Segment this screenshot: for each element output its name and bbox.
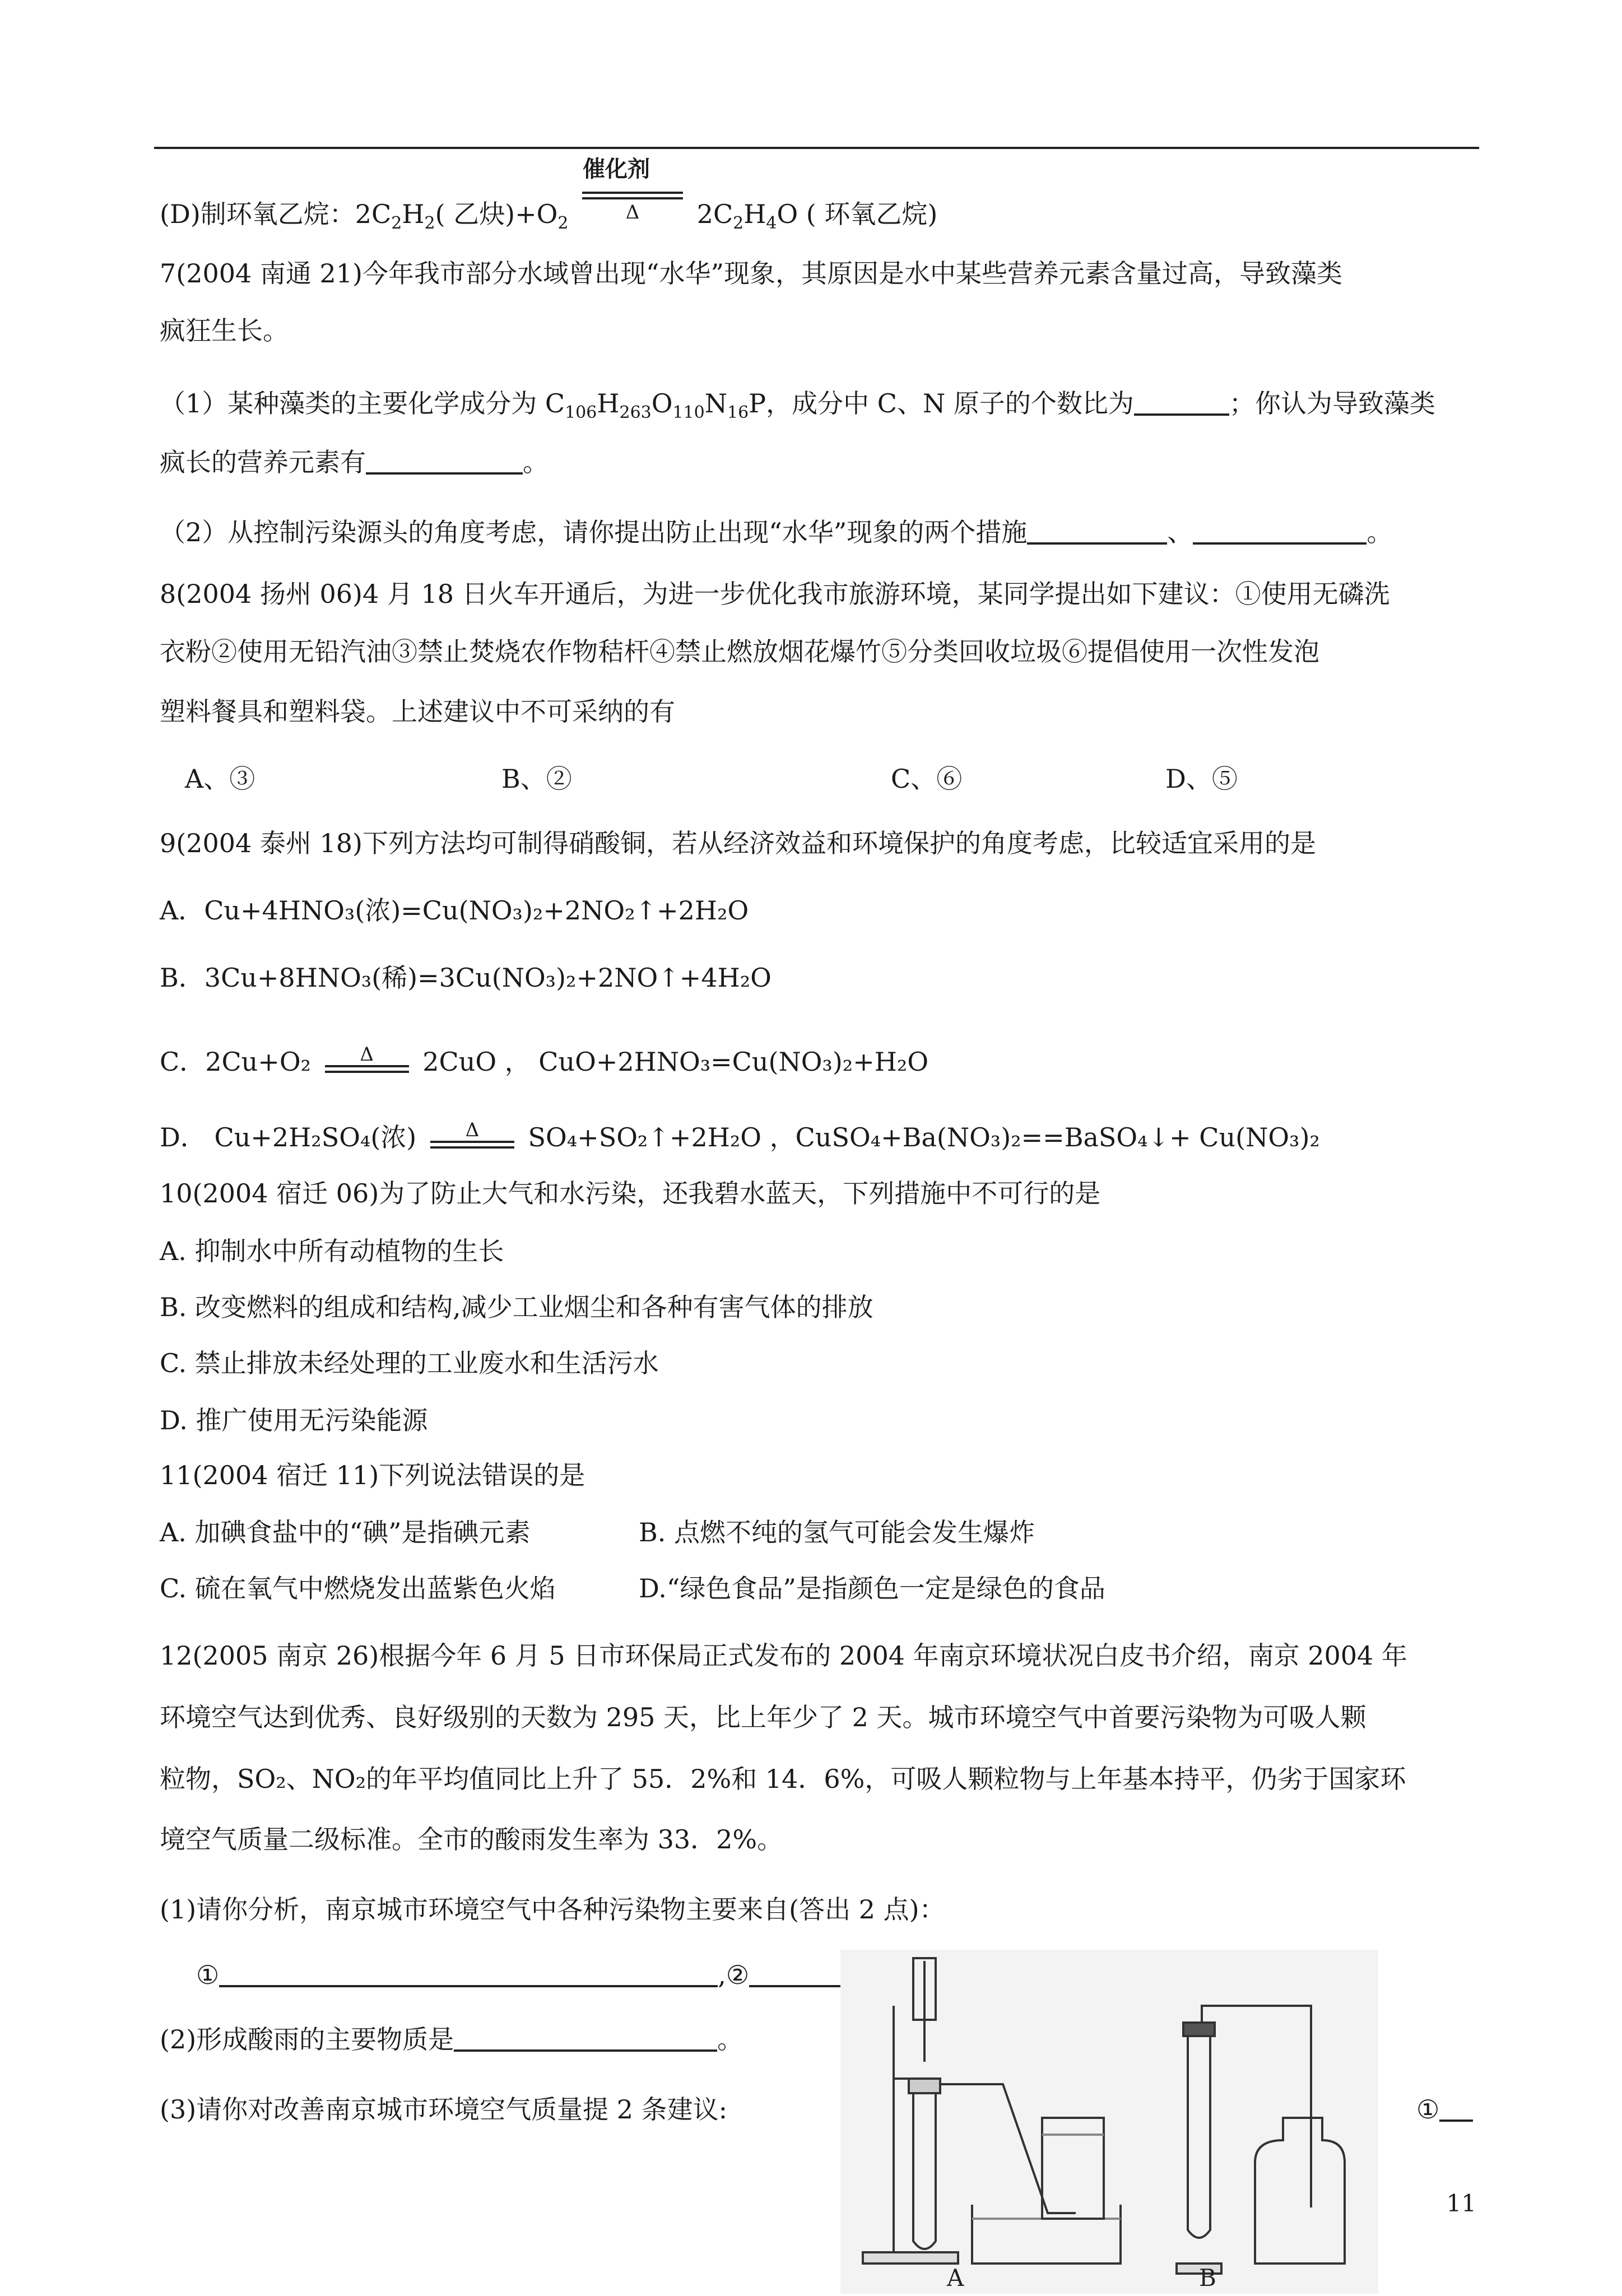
q11-option-d[interactable]: D.“绿色食品”是指颜色一定是绿色的食品 — [639, 1573, 1105, 1604]
q10-option-c[interactable]: C. 禁止排放未经处理的工业废水和生活污水 — [160, 1348, 659, 1378]
label-b: B — [1199, 2264, 1216, 2292]
q10-option-a[interactable]: A. 抑制水中所有动植物的生长 — [160, 1236, 504, 1266]
q7-stem-2: 疯狂生长。 — [160, 315, 289, 346]
q6d-sub: 2 — [557, 213, 569, 233]
header-rule — [154, 147, 1479, 149]
answer-blank[interactable] — [1193, 518, 1367, 545]
q9-option-b[interactable]: B．3Cu+8HNO₃(稀)=3Cu(NO₃)₂+2NO↑+4H₂O — [160, 963, 772, 993]
q8-stem-1: 8(2004 扬州 06)4 月 18 日火车开通后，为进一步优化我市旅游环境，某同学提出如下建议：①使用无磷洗 — [160, 579, 1390, 609]
q10-option-b[interactable]: B. 改变燃料的组成和结构,减少工业烟尘和各种有害气体的排放 — [160, 1292, 873, 1322]
q7-p2-text: 、 — [1167, 517, 1193, 547]
q7-p1-text: N — [704, 388, 727, 419]
q12-part2 — [160, 2023, 743, 2056]
q7-stem-1: 7(2004 南通 21)今年我市部分水域曾出现“水华”现象，其原因是水中某些营养元素含量过高，导致藻类 — [160, 258, 1343, 289]
q12-p2-text: 。 — [717, 2024, 743, 2055]
q7-p1-text: （1）某种藻类的主要化学成分为 C — [160, 388, 565, 419]
reaction-arrow-heat — [430, 1119, 514, 1156]
q9-option-a[interactable]: A．Cu+4HNO₃(浓)=Cu(NO₃)₂+2NO₂↑+2H₂O — [160, 895, 749, 926]
q12-part1: (1)请你分析，南京城市环境空气中各种污染物主要来自(答出 2 点)： — [160, 1894, 945, 1925]
apparatus-drawing — [840, 1950, 1378, 2294]
answer-blank[interactable] — [1439, 2095, 1473, 2122]
q6d-rhs: 2C — [696, 199, 733, 229]
test-tube-b — [1188, 2034, 1210, 2238]
q7-p1-text: ；你认为导致藻类 — [1229, 388, 1435, 419]
q6d-sub: 2 — [733, 213, 744, 233]
reaction-arrow-catalyst — [582, 199, 683, 233]
q9-c-rhs: 2CuO ， CuO+2HNO₃=Cu(NO₃)₂+H₂O — [422, 1047, 929, 1077]
q12-p2-text: (2)形成酸雨的主要物质是 — [160, 2024, 454, 2055]
q8-option-b[interactable]: B、② — [501, 764, 572, 794]
q9-d-lhs: D． Cu+2H₂SO₄(浓) — [160, 1122, 417, 1152]
test-tube-a — [913, 2090, 936, 2249]
q9-d-rhs: SO₄+SO₂↑+2H₂O ，CuSO₄+Ba(NO₃)₂==BaSO₄↓+ Cu(NO₃)₂ — [528, 1122, 1320, 1152]
delivery-tube-b — [1202, 2006, 1311, 2207]
circled-one: ① — [1416, 2094, 1440, 2125]
q7-part1-line2 — [160, 445, 549, 479]
q6d-rhs2: H — [743, 199, 766, 229]
q9-stem: 9(2004 泰州 18)下列方法均可制得硝酸铜，若从经济效益和环境保护的角度考虑，比较适宜采用的是 — [160, 828, 1317, 858]
q7-p2-text: 。 — [1367, 517, 1393, 547]
q10-option-d[interactable]: D. 推广使用无污染能源 — [160, 1405, 428, 1435]
page-number: 11 — [1446, 2190, 1476, 2217]
q7-p1-text: H — [597, 388, 620, 419]
q7-part1 — [160, 387, 1435, 430]
reaction-arrow-heat — [325, 1043, 409, 1081]
q8-stem-3: 塑料餐具和塑料袋。上述建议中不可采纳的有 — [160, 696, 675, 727]
q7-sub: 106 — [565, 403, 597, 422]
q8-option-a[interactable]: A、③ — [185, 764, 255, 794]
answer-blank[interactable] — [454, 2025, 717, 2052]
q12-stem-1: 12(2005 南京 26)根据今年 6 月 5 日市环保局正式发布的 2004 年南京环境状况白皮书介绍，南京 2004 年 — [160, 1640, 1407, 1671]
q6d-label: (D)制环氧乙烷： — [160, 199, 355, 229]
q6d-sub: 2 — [424, 213, 435, 233]
stopper-b — [1183, 2023, 1215, 2036]
answer-blank[interactable] — [219, 1960, 718, 1987]
q8-stem-2: 衣粉②使用无铅汽油③禁止焚烧农作物秸杆④禁止燃放烟花爆竹⑤分类回收垃圾⑥提倡使用一次性发泡 — [160, 636, 1319, 667]
heat-symbol: Δ — [625, 201, 640, 224]
q7-p2-text: （2）从控制污染源头的角度考虑，请你提出防止出现“水华”现象的两个措施 — [160, 517, 1028, 547]
q12-stem-3: 粒物，SO₂、NO₂的年平均值同比上升了 55．2%和 14．6%，可吸人颗粒物与上年基本持平，仍劣于国家环 — [160, 1764, 1406, 1794]
catalyst-label: 催化剂 — [583, 156, 650, 182]
q11-stem: 11(2004 宿迁 11)下列说法错误的是 — [160, 1460, 585, 1490]
heat-symbol: Δ — [465, 1119, 480, 1141]
q12-stem-2: 环境空气达到优秀、良好级别的天数为 295 天，比上年少了 2 天。城市环境空气中首要污染物为可吸人颗 — [160, 1702, 1367, 1732]
q9-option-c[interactable] — [160, 1045, 928, 1081]
gas-jar-a — [1042, 2118, 1104, 2219]
q8-option-c[interactable]: C、⑥ — [891, 764, 963, 794]
q6d-sub: 4 — [766, 213, 777, 233]
q12-stem-4: 境空气质量二级标准。全市的酸雨发生率为 33．2%。 — [160, 1824, 783, 1855]
q6d-lhs: 2C — [355, 199, 392, 229]
answer-blank[interactable] — [1027, 518, 1167, 545]
stopper-a — [909, 2079, 940, 2093]
q6-option-d — [160, 197, 937, 240]
q10-stem: 10(2004 宿迁 06)为了防止大气和水污染，还我碧水蓝天，下列措施中不可行的是 — [160, 1178, 1101, 1209]
q6d-lhs2: H — [402, 199, 425, 229]
apparatus-figure — [840, 1950, 1378, 2294]
q7-sub: 263 — [619, 403, 652, 422]
q7-p1-text: O — [651, 388, 673, 419]
stand-base — [863, 2252, 958, 2264]
label-a: A — [947, 2264, 964, 2292]
collection-bottle — [1255, 2118, 1345, 2264]
q6d-rhs3: O ( 环氧乙烷) — [777, 199, 938, 229]
q12-part3: (3)请你对改善南京城市环境空气质量提 2 条建议: — [160, 2094, 728, 2125]
q9-option-d[interactable] — [160, 1121, 1320, 1156]
q6d-lhs3: ( 乙炔)+O — [435, 199, 558, 229]
q7-p1-text: 。 — [523, 447, 549, 477]
water-trough — [972, 2205, 1121, 2264]
heat-symbol: Δ — [360, 1043, 374, 1066]
q7-part2 — [160, 515, 1392, 549]
circled-one: ① — [196, 1960, 220, 1990]
q11-option-a[interactable]: A. 加碘食盐中的“碘”是指碘元素 — [160, 1517, 531, 1547]
q6d-sub: 2 — [391, 213, 402, 233]
delivery-tube-a — [940, 2084, 1076, 2213]
answer-blank[interactable] — [366, 448, 523, 475]
answer-blank[interactable] — [1134, 389, 1229, 416]
q7-p1-text: P，成分中 C、N 原子的个数比为 — [749, 388, 1134, 419]
q7-p1-text: 疯长的营养元素有 — [160, 447, 366, 477]
q11-option-b[interactable]: B. 点燃不纯的氢气可能会发生爆炸 — [639, 1517, 1035, 1547]
q7-sub: 16 — [727, 403, 749, 422]
q7-sub: 110 — [672, 403, 705, 422]
q9-c-lhs: C．2Cu+O₂ — [160, 1047, 311, 1077]
q8-option-d[interactable]: D、⑤ — [1165, 764, 1238, 794]
q11-option-c[interactable]: C. 硫在氧气中燃烧发出蓝紫色火焰 — [160, 1573, 556, 1604]
circled-two: ,② — [718, 1960, 750, 1990]
q12-part3-answer — [1416, 2093, 1473, 2126]
